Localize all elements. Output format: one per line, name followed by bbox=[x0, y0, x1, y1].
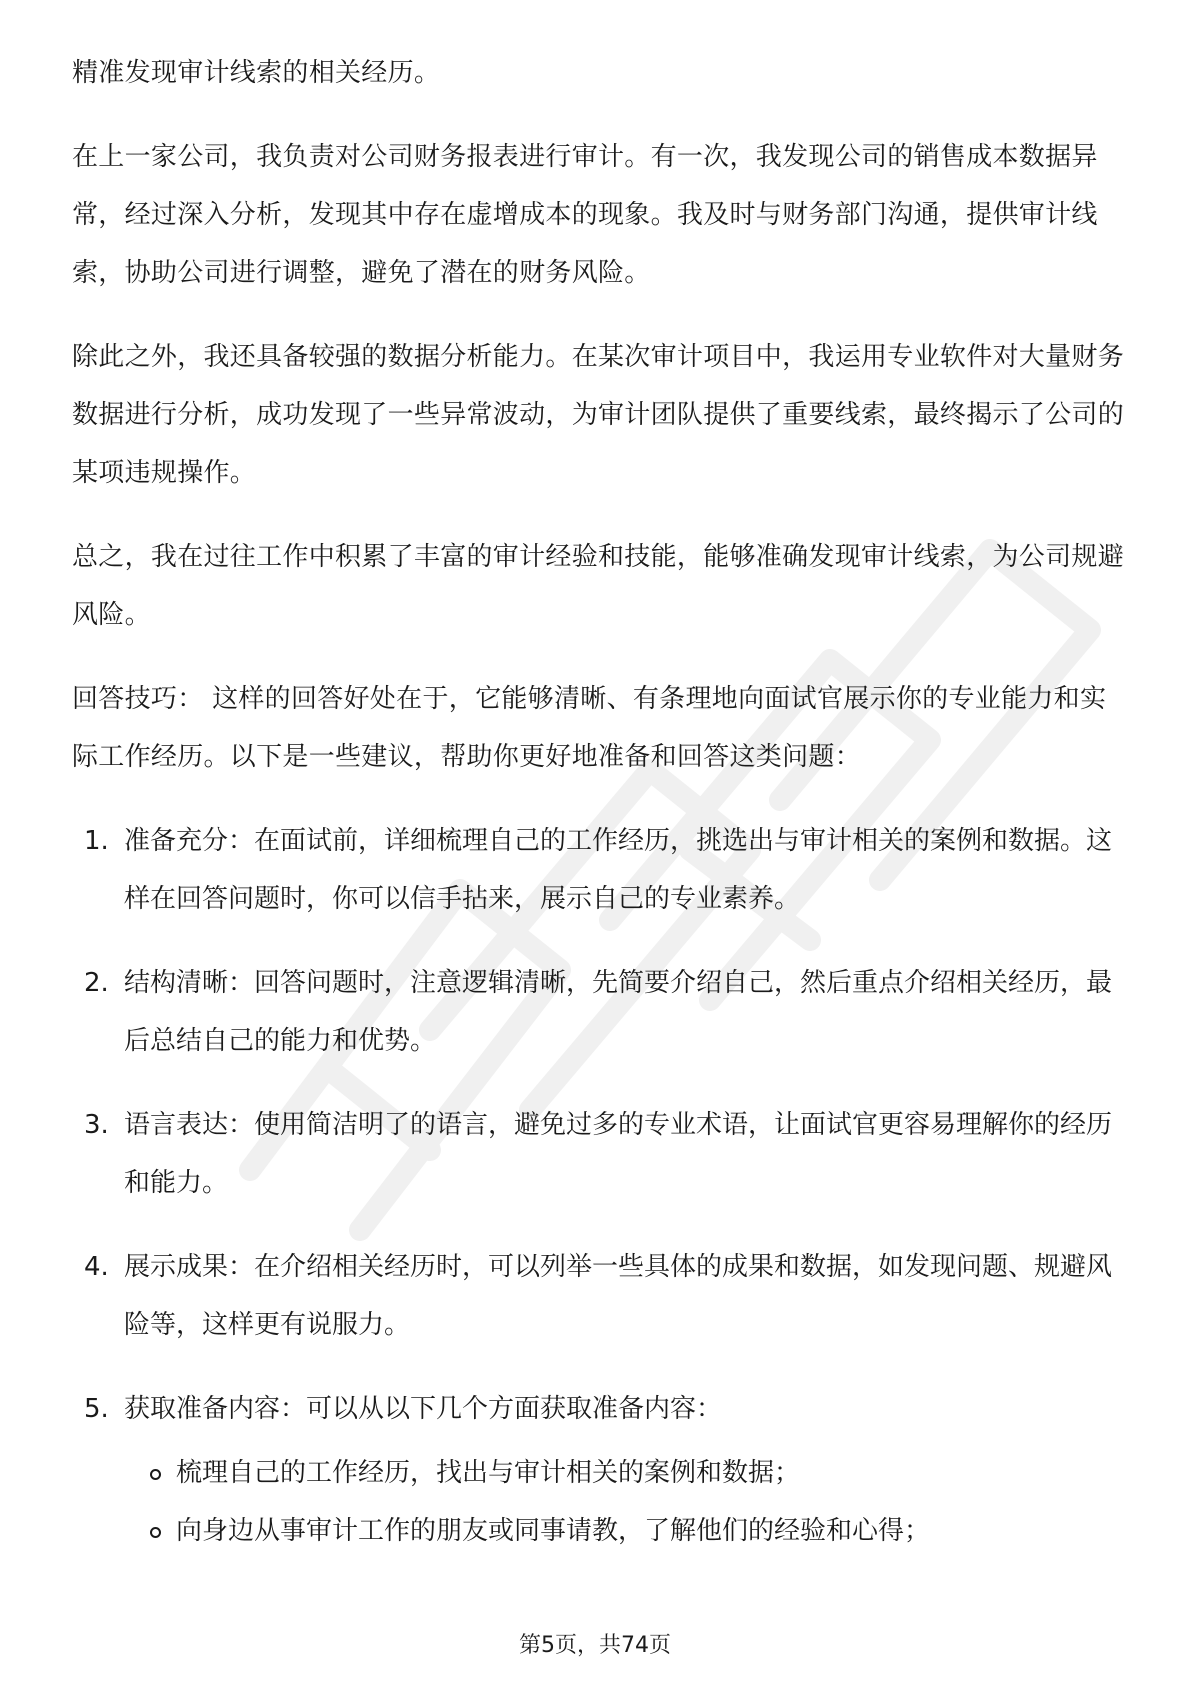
list-item-text: 准备充分：在面试前，详细梳理自己的工作经历，挑选出与审计相关的案例和数据。这样在回答问题时，你可以信手拈来，展示自己的专业素养。 bbox=[124, 826, 1113, 914]
sub-list bbox=[124, 1444, 1132, 1560]
list-item bbox=[72, 1238, 1132, 1354]
list-number: 1. bbox=[84, 826, 109, 856]
sub-list-item: 梳理自己的工作经历，找出与审计相关的案例和数据； bbox=[124, 1444, 1132, 1502]
document-body bbox=[72, 44, 1132, 1586]
paragraph-summary: 总之，我在过往工作中积累了丰富的审计经验和技能，能够准确发现审计线索，为公司规避风险。 bbox=[72, 542, 1125, 630]
paragraph-audit-experience: 在上一家公司，我负责对公司财务报表进行审计。有一次，我发现公司的销售成本数据异常，经过深入分析，发现其中存在虚增成本的现象。我及时与财务部门沟通，提供审计线索，协助公司进行调整，避免了潜在的财务风险。 bbox=[72, 142, 1098, 288]
paragraph-answer-tips: 回答技巧： 这样的回答好处在于，它能够清晰、有条理地向面试官展示你的专业能力和实际工作经历。以下是一些建议，帮助你更好地准备和回答这类问题： bbox=[72, 684, 1107, 772]
paragraph-data-analysis: 除此之外，我还具备较强的数据分析能力。在某次审计项目中，我运用专业软件对大量财务数据进行分析，成功发现了一些异常波动，为审计团队提供了重要线索，最终揭示了公司的某项违规操作。 bbox=[72, 342, 1125, 488]
list-item bbox=[72, 812, 1132, 928]
list-item-text: 展示成果：在介绍相关经历时，可以列举一些具体的成果和数据，如发现问题、规避风险等，这样更有说服力。 bbox=[124, 1252, 1113, 1340]
list-number: 4. bbox=[84, 1252, 109, 1282]
list-item-text: 获取准备内容：可以从以下几个方面获取准备内容： bbox=[124, 1394, 723, 1424]
list-item-text: 结构清晰：回答问题时，注意逻辑清晰，先简要介绍自己，然后重点介绍相关经历，最后总结自己的能力和优势。 bbox=[124, 968, 1113, 1056]
list-item bbox=[72, 1096, 1132, 1212]
list-item bbox=[72, 954, 1132, 1070]
list-item bbox=[72, 1380, 1132, 1560]
list-number: 5. bbox=[84, 1394, 109, 1424]
list-number: 3. bbox=[84, 1110, 109, 1140]
list-number: 2. bbox=[84, 968, 109, 998]
list-item-text: 语言表达：使用简洁明了的语言，避免过多的专业术语，让面试官更容易理解你的经历和能力。 bbox=[124, 1110, 1113, 1198]
tips-list bbox=[72, 812, 1132, 1560]
page-footer: 第5页，共74页 bbox=[519, 1633, 671, 1658]
paragraph-intro-tail: 精准发现审计线索的相关经历。 bbox=[72, 58, 441, 88]
sub-list-item: 向身边从事审计工作的朋友或同事请教，了解他们的经验和心得； bbox=[124, 1502, 1132, 1560]
